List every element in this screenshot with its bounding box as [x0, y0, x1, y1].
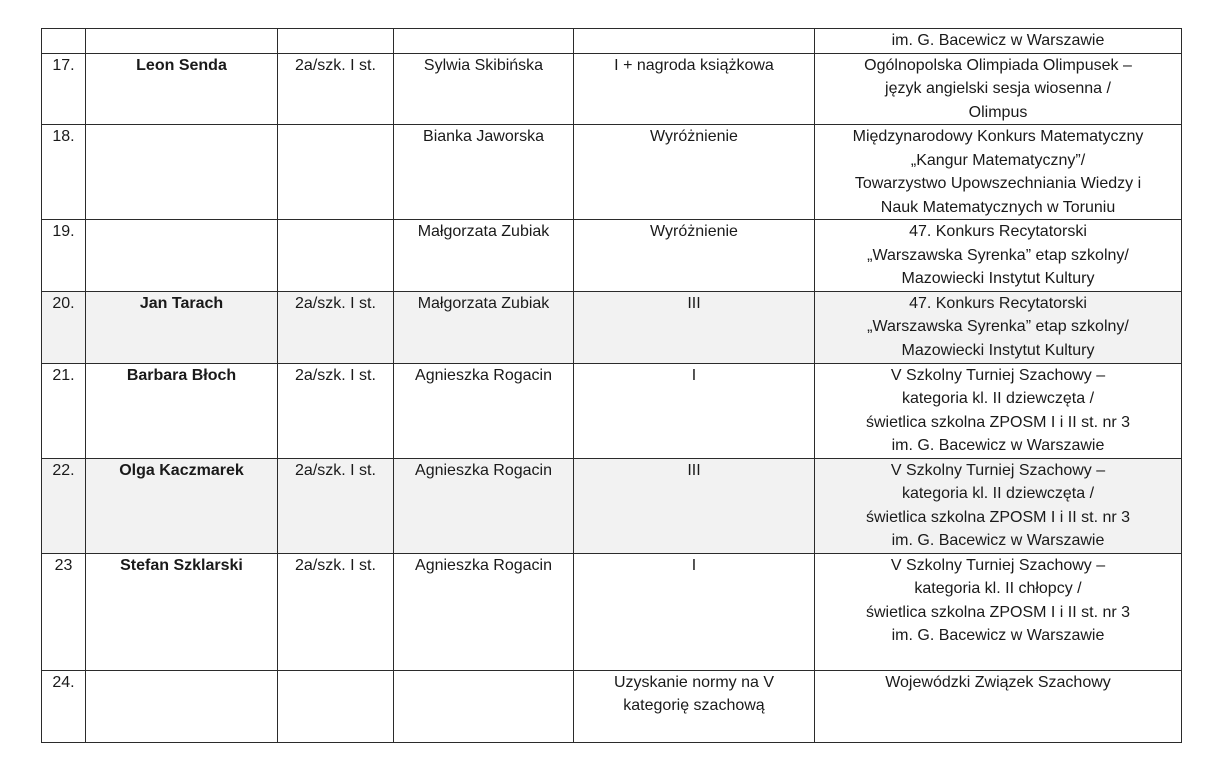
- result-line: III: [687, 294, 701, 312]
- contest-line: kategoria kl. II dziewczęta /: [901, 485, 1095, 502]
- result-line: I: [691, 556, 697, 574]
- row-number: 20.: [52, 294, 75, 312]
- result-line: Wyróżnienie: [650, 223, 738, 240]
- result-cell: [574, 220, 815, 292]
- class-level-cell: [278, 363, 394, 458]
- row-number: 24.: [52, 673, 75, 691]
- teacher-name-cell: [394, 458, 574, 553]
- contest-line: V Szkolny Turniej Szachowy –: [890, 461, 1106, 479]
- row-number-cell: [42, 291, 86, 363]
- teacher-name: Agnieszka Rogacin: [415, 366, 552, 384]
- result-cell: [574, 53, 815, 125]
- student-name: Olga Kaczmarek: [119, 461, 244, 479]
- table-row: [42, 53, 1182, 125]
- teacher-name-cell: [394, 363, 574, 458]
- student-name-cell: [86, 291, 278, 363]
- result-cell: [574, 670, 815, 742]
- row-number: 19.: [52, 223, 75, 240]
- contest-line: Wojewódzki Związek Szachowy: [885, 673, 1111, 691]
- contest-line: Towarzystwo Upowszechniania Wiedzy i: [854, 175, 1142, 192]
- result-line: I + nagroda książkowa: [614, 56, 774, 74]
- contest-line: im. G. Bacewicz w Warszawie: [891, 532, 1105, 549]
- contest-line: V Szkolny Turniej Szachowy –: [890, 556, 1106, 574]
- class-level: 2a/szk. I st.: [295, 366, 376, 384]
- contest-cell: [815, 125, 1182, 220]
- contest-line: V Szkolny Turniej Szachowy –: [890, 366, 1106, 384]
- contest-line: 47. Konkurs Recytatorski: [909, 294, 1087, 312]
- result-cell: [574, 125, 815, 220]
- awards-table-body: [42, 29, 1182, 743]
- teacher-name-cell: [394, 29, 574, 54]
- row-number-cell: [42, 53, 86, 125]
- contest-line: świetlica szkolna ZPOSM I i II st. nr 3: [865, 413, 1131, 431]
- student-name: Leon Senda: [136, 56, 227, 74]
- contest-line: Międzynarodowy Konkurs Matematyczny: [852, 128, 1144, 145]
- result-line: Uzyskanie normy na V: [613, 673, 775, 691]
- row-number-cell: [42, 670, 86, 742]
- row-number-cell: [42, 553, 86, 670]
- contest-cell: [815, 220, 1182, 292]
- teacher-name-cell: [394, 670, 574, 742]
- result-line: Wyróżnienie: [650, 128, 738, 145]
- teacher-name: Agnieszka Rogacin: [415, 556, 552, 574]
- contest-cell: [815, 553, 1182, 670]
- teacher-name-cell: [394, 291, 574, 363]
- contest-line: im. G. Bacewicz w Warszawie: [891, 627, 1105, 644]
- contest-cell: [815, 29, 1182, 54]
- row-number: 22.: [52, 461, 75, 479]
- contest-line: język angielski sesja wiosenna /: [885, 80, 1111, 97]
- result-line: I: [691, 366, 697, 384]
- contest-cell: [815, 53, 1182, 125]
- result-cell: [574, 458, 815, 553]
- table-row: [42, 220, 1182, 292]
- teacher-name-cell: [394, 553, 574, 670]
- teacher-name: Agnieszka Rogacin: [415, 461, 552, 479]
- class-level-cell: [278, 291, 394, 363]
- row-number-cell: [42, 458, 86, 553]
- result-cell: [574, 29, 815, 54]
- contest-line: Mazowiecki Instytut Kultury: [901, 270, 1095, 287]
- contest-line: „Kangur Matematyczny”/: [910, 151, 1086, 169]
- row-number-cell: [42, 29, 86, 54]
- class-level-cell: [278, 670, 394, 742]
- teacher-name: Bianka Jaworska: [423, 128, 544, 145]
- contest-cell: [815, 670, 1182, 742]
- teacher-name: Sylwia Skibińska: [423, 56, 544, 74]
- contest-line: kategoria kl. II dziewczęta /: [901, 390, 1095, 407]
- result-cell: [574, 553, 815, 670]
- teacher-name: Małgorzata Zubiak: [417, 294, 550, 312]
- contest-cell: [815, 458, 1182, 553]
- table-row: [42, 125, 1182, 220]
- student-name-cell: [86, 29, 278, 54]
- result-line: III: [687, 461, 701, 479]
- student-name-cell: [86, 125, 278, 220]
- row-number: 17.: [52, 56, 75, 74]
- row-number: 21.: [52, 366, 75, 384]
- contest-line: im. G. Bacewicz w Warszawie: [891, 32, 1105, 49]
- student-name-cell: [86, 458, 278, 553]
- class-level-cell: [278, 53, 394, 125]
- result-cell: [574, 291, 815, 363]
- class-level: 2a/szk. I st.: [295, 556, 376, 574]
- student-name-cell: [86, 363, 278, 458]
- awards-table: [41, 28, 1182, 743]
- student-name: Stefan Szklarski: [120, 556, 243, 574]
- teacher-name-cell: [394, 125, 574, 220]
- contest-line: im. G. Bacewicz w Warszawie: [891, 437, 1105, 454]
- contest-line: Olimpus: [968, 103, 1028, 121]
- contest-line: świetlica szkolna ZPOSM I i II st. nr 3: [865, 603, 1131, 621]
- contest-line: kategoria kl. II chłopcy /: [914, 580, 1082, 597]
- table-row: [42, 553, 1182, 670]
- class-level: 2a/szk. I st.: [295, 294, 376, 312]
- class-level-cell: [278, 125, 394, 220]
- row-number-cell: [42, 220, 86, 292]
- result-line: kategorię szachową: [623, 697, 765, 714]
- class-level: 2a/szk. I st.: [295, 56, 376, 74]
- class-level-cell: [278, 458, 394, 553]
- row-number: 23: [54, 556, 73, 574]
- class-level-cell: [278, 29, 394, 54]
- teacher-name-cell: [394, 53, 574, 125]
- contest-cell: [815, 291, 1182, 363]
- table-row: [42, 670, 1182, 742]
- contest-line: 47. Konkurs Recytatorski: [909, 223, 1087, 240]
- table-row: [42, 291, 1182, 363]
- table-row: [42, 458, 1182, 553]
- contest-line: „Warszawska Syrenka” etap szkolny/: [867, 318, 1129, 335]
- teacher-name: Małgorzata Zubiak: [417, 223, 550, 240]
- student-name: Jan Tarach: [139, 294, 224, 312]
- contest-line: świetlica szkolna ZPOSM I i II st. nr 3: [865, 508, 1131, 526]
- student-name-cell: [86, 670, 278, 742]
- class-level-cell: [278, 220, 394, 292]
- contest-line: „Warszawska Syrenka” etap szkolny/: [867, 246, 1129, 264]
- student-name-cell: [86, 220, 278, 292]
- table-row: [42, 363, 1182, 458]
- student-name-cell: [86, 53, 278, 125]
- row-number: 18.: [52, 128, 75, 145]
- contest-line: Nauk Matematycznych w Toruniu: [880, 198, 1116, 216]
- student-name-cell: [86, 553, 278, 670]
- result-cell: [574, 363, 815, 458]
- student-name: Barbara Błoch: [126, 366, 237, 384]
- row-number-cell: [42, 125, 86, 220]
- teacher-name-cell: [394, 220, 574, 292]
- contest-cell: [815, 363, 1182, 458]
- class-level: 2a/szk. I st.: [295, 461, 376, 479]
- table-row: [42, 29, 1182, 54]
- row-number-cell: [42, 363, 86, 458]
- contest-line: Ogólnopolska Olimpiada Olimpusek –: [864, 56, 1132, 74]
- class-level-cell: [278, 553, 394, 670]
- contest-line: Mazowiecki Instytut Kultury: [901, 341, 1095, 359]
